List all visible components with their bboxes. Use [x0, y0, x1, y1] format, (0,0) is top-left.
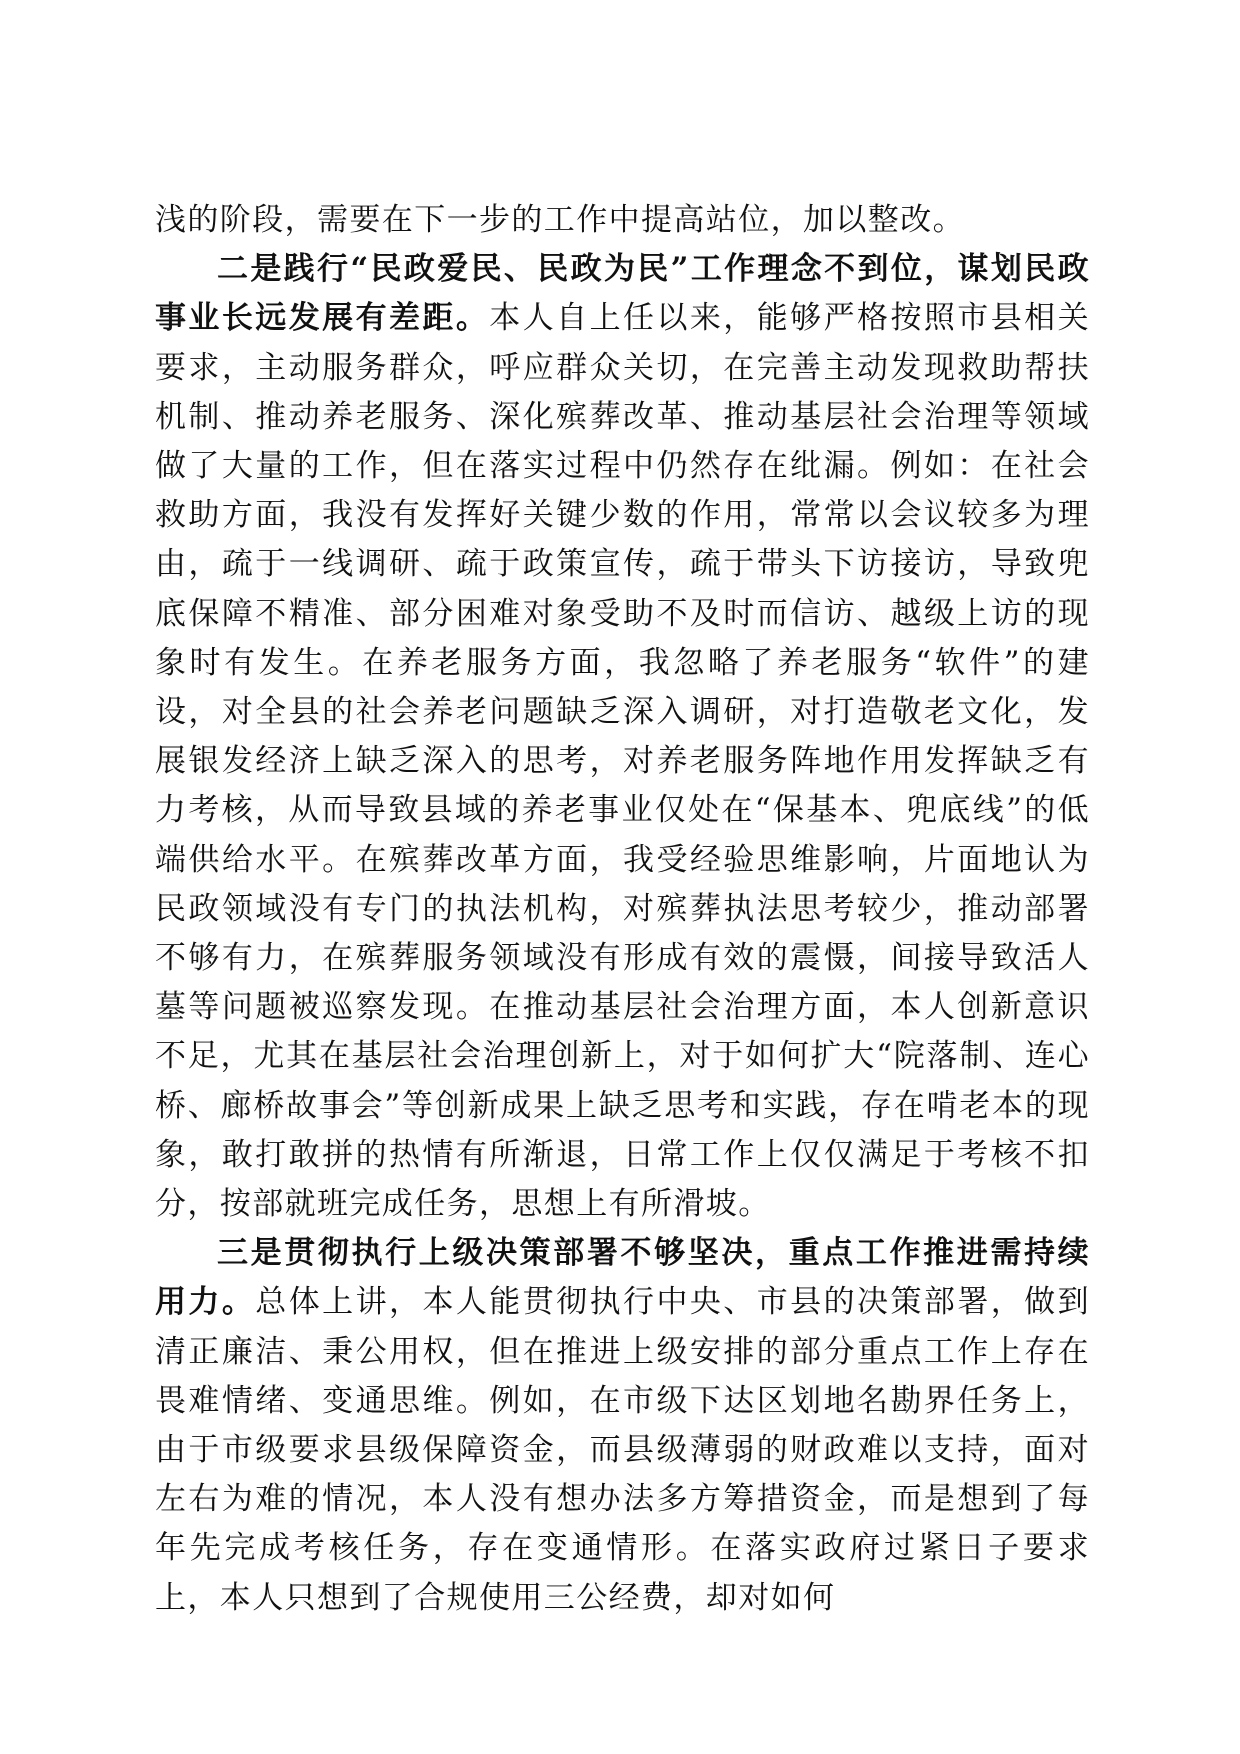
- paragraph-body: 总体上讲，本人能贯彻执行中央、市县的决策部署，做到清正廉洁、秉公用权，但在推进上级安排的部分重点工作上存在畏难情绪、变通思维。例如，在市级下达区划地名勘界任务上，由于市级要求县级保障资金，而县级薄弱的财政难以支持，面对左右为难的情况，本人没有想办法多方筹措资金，而是想到了每年先完成考核任务，存在变通情形。在落实政府过紧日子要求上，本人只想到了合规使用三公经费，却对如何: [155, 1284, 1091, 1616]
- document-page: [155, 196, 1090, 1623]
- paragraph-point-three: [155, 1229, 1090, 1623]
- paragraph-continuation: [155, 196, 1090, 245]
- paragraph-body: 浅的阶段，需要在下一步的工作中提高站位，加以整改。: [155, 202, 965, 238]
- paragraph-heading: 二是践行“民政爱民、民政为民”工作理念不到位，谋划民政事业长远发展有差距。: [155, 251, 1090, 337]
- paragraph-heading: 三是贯彻执行上级决策部署不够坚决，重点工作推进需持续用力。: [155, 1235, 1090, 1321]
- paragraph-body: 本人自上任以来，能够严格按照市县相关要求，主动服务群众，呼应群众关切，在完善主动发现救助帮扶机制、推动养老服务、深化殡葬改革、推动基层社会治理等领域做了大量的工作，但在落实过程中仍然存在纰漏。例如：在社会救助方面，我没有发挥好关键少数的作用，常常以会议较多为理由，疏于一线调研、疏于政策宣传，疏于带头下访接访，导致兜底保障不精准、部分困难对象受助不及时而信访、越级上访的现象时有发生。在养老服务方面，我忽略了养老服务“软件”的建设，对全县的社会养老问题缺乏深入调研，对打造敬老文化，发展银发经济上缺乏深入的思考，对养老服务阵地作用发挥缺乏有力考核，从而导致县域的养老事业仅处在“保基本、兜底线”的低端供给水平。在殡葬改革方面，我受经验思维影响，片面地认为民政领域没有专门的执法机构，对殡葬执法思考较少，推动部署不够有力，在殡葬服务领域没有形成有效的震慑，间接导致活人墓等问题被巡察发现。在推动基层社会治理方面，本人创新意识不足，尤其在基层社会治理创新上，对于如何扩大“院落制、连心桥、廊桥故事会”等创新成果上缺乏思考和实践，存在啃老本的现象，敢打敢拼的热情有所渐退，日常工作上仅仅满足于考核不扣分，按部就班完成任务，思想上有所滑坡。: [155, 300, 1090, 1223]
- paragraph-point-two: [155, 245, 1090, 1229]
